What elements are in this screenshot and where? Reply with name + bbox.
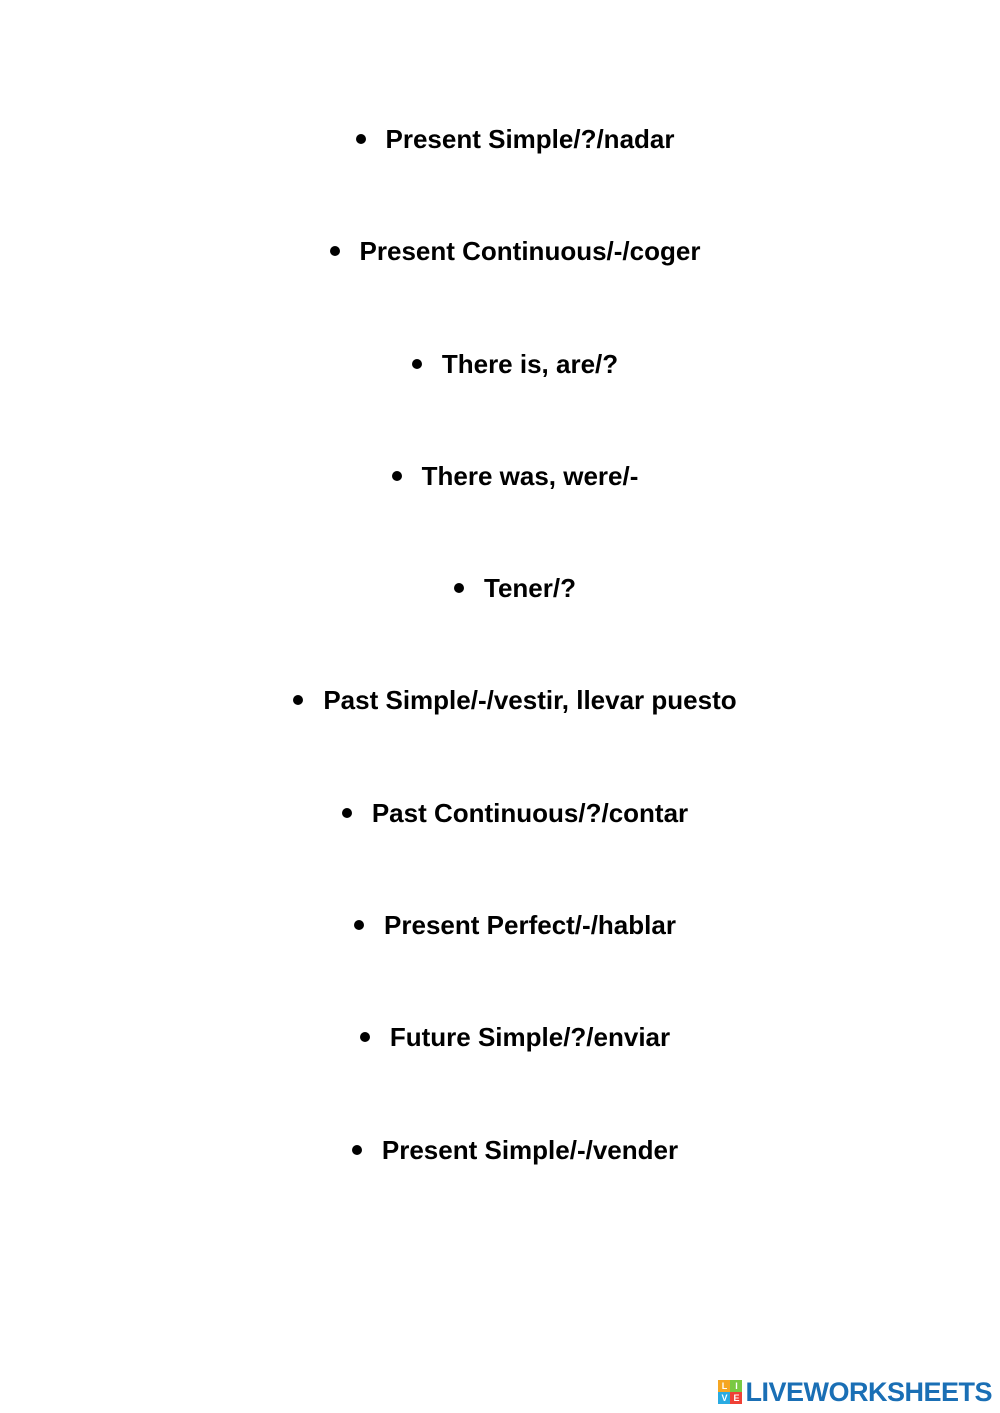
bullet-icon <box>293 695 303 705</box>
list-item-text: There was, were/- <box>421 460 639 491</box>
liveworksheets-watermark <box>718 1377 992 1407</box>
bullet-icon <box>352 1145 362 1155</box>
bullet-icon <box>360 1032 370 1042</box>
list-item-text: Present Continuous/-/coger <box>359 236 701 267</box>
list-item-text: Present Simple/?/nadar <box>385 124 675 154</box>
logo-letter: E <box>730 1392 742 1404</box>
exercise-list <box>0 117 1000 1240</box>
liveworksheets-logo-icon <box>718 1380 742 1404</box>
list-item-text: Present Perfect/-/hablar <box>384 910 676 941</box>
list-item <box>0 1128 1000 1240</box>
list-item <box>0 342 1000 454</box>
list-item <box>0 566 1000 678</box>
list-item <box>0 678 1000 790</box>
list-item <box>0 229 1000 341</box>
logo-letter: I <box>730 1380 742 1392</box>
list-item-text: Past Simple/-/vestir, llevar puesto <box>323 685 737 716</box>
brand-name: LIVEWORKSHEETS <box>745 1377 992 1407</box>
bullet-icon <box>330 246 340 256</box>
logo-letter: V <box>718 1392 730 1404</box>
list-item <box>0 454 1000 566</box>
list-item-text: Past Continuous/?/contar <box>371 797 689 828</box>
list-item-text: There is, are/? <box>441 348 619 379</box>
list-item <box>0 1015 1000 1127</box>
list-item-text: Present Simple/-/vender <box>381 1134 679 1165</box>
bullet-icon <box>354 920 364 930</box>
bullet-icon <box>412 359 422 369</box>
list-item <box>0 903 1000 1015</box>
bullet-icon <box>392 471 402 481</box>
list-item-text: Future Simple/?/enviar <box>389 1022 671 1053</box>
bullet-icon <box>342 808 352 818</box>
list-item <box>0 117 1000 229</box>
bullet-icon <box>454 583 464 593</box>
list-item-text: Tener/? <box>484 573 576 604</box>
logo-letter: L <box>718 1380 730 1392</box>
list-item <box>0 791 1000 903</box>
bullet-icon <box>356 134 366 144</box>
